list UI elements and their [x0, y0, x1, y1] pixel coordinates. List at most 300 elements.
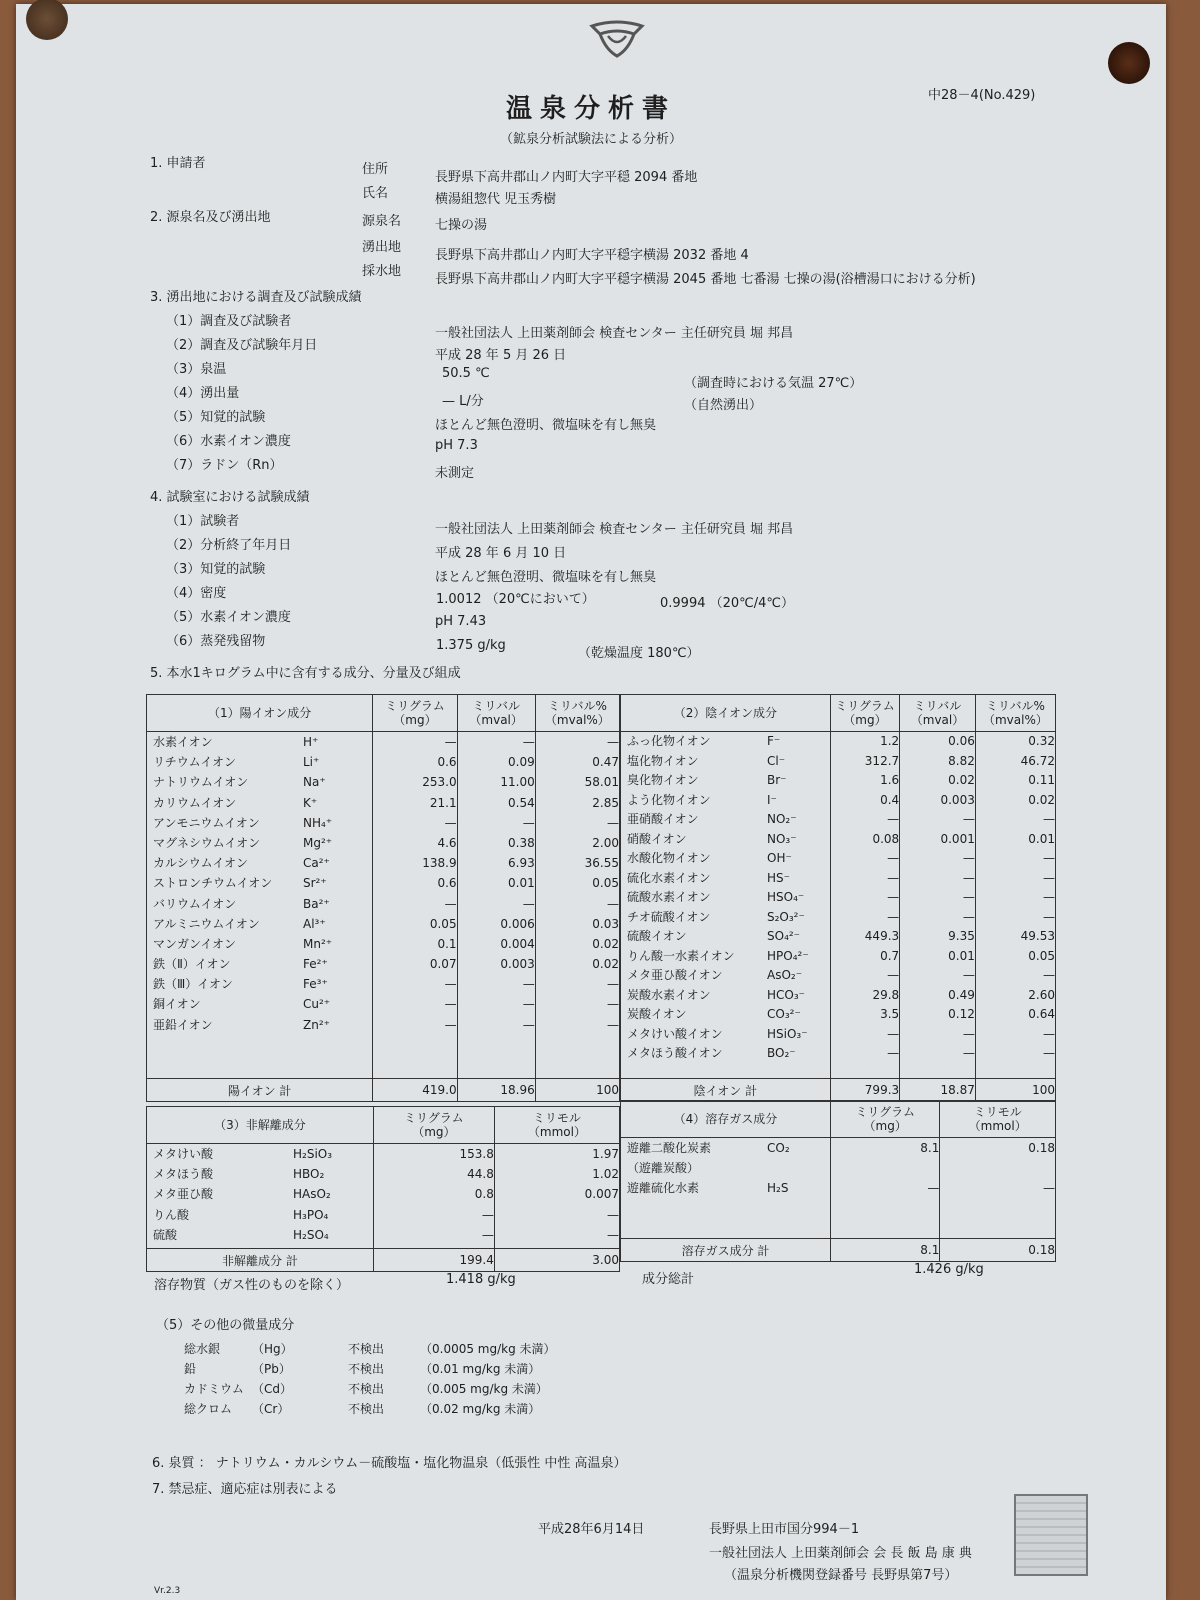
anion-formula: SO₄²⁻ — [767, 929, 801, 943]
cation-mg: 0.07 — [429, 957, 457, 972]
gas-co2-mg: 8.1 — [920, 1141, 940, 1155]
anion-name: 硫酸イオン — [627, 929, 687, 943]
anion-formula: AsO₂⁻ — [767, 968, 803, 982]
undissociated-mmol-col — [494, 1144, 619, 1249]
undissociated-row — [147, 1205, 373, 1225]
cation-mval: 0.003 — [500, 957, 535, 972]
cation-mval: 11.00 — [500, 775, 535, 790]
cation-name: バリウムイオン — [153, 896, 237, 911]
cation-mg-col — [373, 732, 457, 1079]
anion-mval: — — [962, 909, 975, 924]
cation-mval-pct: 0.03 — [592, 916, 619, 931]
cation-name: カルシウムイオン — [153, 856, 248, 871]
anion-mval: 0.49 — [948, 987, 975, 1002]
s3-item-value: 平成 28 年 5 月 26 日 — [435, 348, 567, 363]
anion-row — [621, 908, 830, 928]
location-value: 長野県下高井郡山ノ内町大字平穏字横湯 2032 番地 4 — [435, 248, 749, 263]
gas-total-mmol: 0.18 — [940, 1239, 1056, 1262]
anion-header: （2）陰イオン成分 — [621, 695, 831, 732]
anion-name: チオ硫酸イオン — [627, 909, 711, 924]
cation-name: 亜鉛イオン — [153, 1017, 213, 1032]
anion-row — [621, 869, 830, 889]
anion-mg: — — [887, 870, 900, 885]
s4-item-value: 一般社団法人 上田薬剤師会 検査センター 主任研究員 堀 邦昌 — [435, 522, 794, 537]
anion-total-mg: 799.3 — [830, 1079, 899, 1102]
anion-mval: 0.02 — [948, 773, 975, 787]
section-2-label: 2. 源泉名及び湧出地 — [150, 210, 271, 225]
anion-row — [621, 830, 830, 850]
cation-formula: Al³⁺ — [303, 916, 326, 931]
location-label: 湧出地 — [362, 240, 402, 255]
version-label: Vr.2.3 — [154, 1586, 181, 1596]
anion-mval-pct: 0.05 — [1028, 948, 1055, 963]
cation-formula: Ca²⁺ — [303, 856, 330, 871]
s3-item-value: 未測定 — [435, 466, 475, 481]
anion-mval-pct: — — [1043, 968, 1055, 982]
cation-name: ストロンチウムイオン — [153, 876, 273, 891]
cation-formula: Ba²⁺ — [303, 896, 330, 911]
cation-row — [147, 1015, 372, 1035]
col-mmol: ミリモル （mmol） — [494, 1107, 619, 1144]
s3-item-label: （4）湧出量 — [166, 386, 240, 401]
trace-limit: （0.02 mg/kg 未満） — [420, 1402, 541, 1416]
cation-total-mval: 18.96 — [457, 1079, 535, 1102]
cation-row — [147, 954, 372, 974]
cation-mval: — — [522, 997, 535, 1012]
anion-mval-pct: — — [1043, 870, 1055, 885]
cation-mval-pct: — — [607, 997, 619, 1012]
cation-formula: NH₄⁺ — [303, 815, 333, 830]
name-label: 氏名 — [362, 186, 389, 201]
cation-mg: — — [444, 1017, 457, 1032]
anion-formula: CO₃²⁻ — [767, 1007, 801, 1021]
anion-mg: — — [887, 1046, 900, 1060]
address-value: 長野県下高井郡山ノ内町大字平穏 2094 番地 — [435, 170, 698, 185]
trace-result: 不検出 — [348, 1382, 385, 1396]
anion-mg: — — [887, 890, 900, 904]
anion-row — [621, 791, 830, 811]
s4-item-label: （6）蒸発残留物 — [166, 634, 266, 649]
anion-mval: — — [962, 1046, 975, 1060]
anion-mval: — — [962, 870, 975, 885]
gas-header: （4）溶存ガス成分 — [621, 1101, 831, 1138]
undissociated-name: メタけい酸 — [153, 1147, 214, 1161]
cation-table — [146, 694, 620, 1102]
trace-limit: （0.005 mg/kg 未満） — [420, 1382, 548, 1396]
anion-formula: HSO₄⁻ — [767, 890, 805, 904]
anion-mval-pct: — — [1043, 1026, 1055, 1041]
gas-h2s-name: 遊離硫化水素 — [627, 1181, 700, 1196]
undissociated-mg: — — [481, 1207, 494, 1222]
anion-name: メタけい酸イオン — [627, 1026, 723, 1041]
cation-total-mg: 419.0 — [373, 1079, 457, 1102]
cation-mg: 0.05 — [429, 916, 457, 931]
gas-table — [620, 1100, 1056, 1262]
cation-mval-pct: — — [607, 896, 619, 911]
s3-item-value: ほとんど無色澄明、微塩味を有し無臭 — [435, 418, 657, 433]
grand-total-value: 1.426 g/kg — [914, 1262, 984, 1277]
s3-item-label: （1）調査及び試験者 — [166, 314, 292, 329]
section-5-label: 5. 本水1キログラム中に含有する成分、分量及び組成 — [150, 666, 461, 681]
anion-mg: 29.8 — [872, 987, 900, 1002]
anion-mg: 0.08 — [872, 831, 900, 846]
cation-mval: 0.01 — [508, 876, 535, 891]
cation-mg: 0.6 — [437, 876, 457, 891]
anion-table — [620, 694, 1056, 1102]
trace-symbol: （Cr） — [252, 1402, 290, 1416]
sampling-label: 採水地 — [362, 264, 402, 279]
gas-mg-col — [831, 1138, 940, 1239]
col-mg: ミリグラム （mg） — [373, 695, 457, 732]
name-value: 横湯組惣代 児玉秀樹 — [435, 192, 557, 207]
page-subtitle: （鉱泉分析試験法による分析） — [499, 132, 682, 147]
issuer-organization: 一般社団法人 上田薬剤師会 会 長 飯 島 康 典 — [709, 1546, 972, 1561]
cation-row — [147, 934, 372, 954]
anion-formula: NO₂⁻ — [767, 812, 797, 826]
cation-mg: 253.0 — [422, 775, 457, 790]
cation-mval: — — [522, 896, 535, 911]
undissociated-mg-col — [373, 1144, 494, 1249]
anion-mval-pct: — — [1043, 909, 1055, 924]
undissociated-mmol: — — [607, 1227, 619, 1242]
anion-name-col — [621, 732, 831, 1079]
anion-name: 硫化水素イオン — [627, 870, 711, 885]
anion-mval-pct: 2.60 — [1028, 987, 1055, 1002]
undissociated-formula: H₃PO₄ — [293, 1207, 329, 1222]
issue-date: 平成28年6月14日 — [538, 1522, 645, 1537]
density-4c: 0.9994 （20℃/4℃） — [660, 596, 795, 611]
cation-mval: 0.006 — [500, 916, 535, 931]
cation-mval: — — [522, 815, 535, 830]
anion-mval-pct: 0.64 — [1028, 1007, 1055, 1021]
trace-result: 不検出 — [348, 1342, 385, 1356]
s4-item-label: （1）試験者 — [166, 514, 240, 529]
cation-total-label: 陽イオン 計 — [147, 1079, 373, 1102]
cation-row — [147, 914, 372, 934]
anion-total-pct: 100 — [975, 1079, 1055, 1102]
trace-symbol: （Hg） — [252, 1342, 293, 1356]
gas-total-mg: 8.1 — [831, 1239, 940, 1262]
gas-name-col — [621, 1138, 831, 1239]
grand-total-label: 成分総計 — [642, 1272, 695, 1287]
anion-mval-pct: — — [1043, 812, 1055, 826]
anion-mg: — — [887, 851, 900, 865]
s4-item-value: ほとんど無色澄明、微塩味を有し無臭 — [435, 570, 657, 585]
anion-mval-pct: 49.53 — [1020, 929, 1055, 943]
cation-mval: — — [522, 977, 535, 992]
cation-mval-pct: 2.85 — [592, 795, 619, 810]
cation-mval: — — [522, 1017, 535, 1032]
cation-name: 銅イオン — [153, 997, 201, 1012]
undissociated-table — [146, 1106, 620, 1272]
col-mmol: ミリモル （mmol） — [940, 1101, 1056, 1138]
anion-mg: 3.5 — [880, 1007, 900, 1021]
cation-name: カリウムイオン — [153, 795, 237, 810]
cation-header: （1）陽イオン成分 — [147, 695, 373, 732]
anion-row — [621, 986, 830, 1006]
indications-note: 7. 禁忌症、適応症は別表による — [152, 1482, 338, 1497]
section-3-label: 3. 湧出地における調査及び試験成績 — [150, 290, 362, 305]
anion-mg: 449.3 — [864, 929, 900, 943]
cation-row — [147, 752, 372, 772]
cation-mval-pct: — — [607, 977, 619, 992]
cation-mval: 0.38 — [508, 835, 535, 850]
anion-name: 臭化物イオン — [627, 773, 699, 787]
anion-name: よう化物イオン — [627, 792, 711, 807]
anion-name: 炭酸水素イオン — [627, 987, 711, 1002]
cation-mg: — — [444, 896, 457, 911]
cation-mg: — — [444, 735, 457, 749]
anion-mval: 0.06 — [948, 734, 975, 748]
undissociated-name: メタ亜ひ酸 — [153, 1187, 214, 1202]
anion-formula: OH⁻ — [767, 851, 792, 865]
undissociated-total-label: 非解離成分 計 — [147, 1249, 374, 1272]
undissociated-mg: 44.8 — [467, 1167, 494, 1182]
anion-mval: — — [962, 968, 975, 982]
anion-row — [621, 888, 830, 908]
emblem-icon — [588, 20, 646, 60]
anion-name: ふっ化物イオン — [627, 734, 711, 748]
col-mval-pct: ミリバル% （mval%） — [535, 695, 619, 732]
source-label: 源泉名 — [362, 214, 402, 229]
undissociated-row — [147, 1184, 373, 1204]
address-label: 住所 — [362, 162, 389, 177]
cation-mg: 21.1 — [429, 795, 457, 810]
anion-mval-pct: 0.32 — [1028, 734, 1055, 748]
s4-item-label: （2）分析終了年月日 — [166, 538, 292, 553]
s4-item-value: pH 7.43 — [435, 614, 487, 629]
cation-row — [147, 833, 372, 853]
col-mg: ミリグラム （mg） — [831, 1101, 940, 1138]
anion-row — [621, 966, 830, 986]
undissociated-mmol: 1.02 — [592, 1167, 619, 1182]
cation-mval-pct: 58.01 — [584, 775, 619, 790]
gas-total-label: 溶存ガス成分 計 — [621, 1239, 831, 1262]
col-mval: ミリバル （mval） — [457, 695, 535, 732]
anion-mval: 0.001 — [940, 831, 975, 846]
cation-mval: 0.09 — [508, 755, 535, 770]
cation-formula: Mg²⁺ — [303, 835, 333, 850]
undissociated-mg: — — [481, 1227, 494, 1242]
cation-mval-pct: 0.05 — [592, 876, 619, 891]
anion-mg: 1.6 — [880, 773, 900, 787]
s3-item-label: （6）水素イオン濃度 — [166, 434, 291, 449]
cation-name: マグネシウムイオン — [153, 835, 261, 850]
undissociated-name-col — [147, 1144, 374, 1249]
gas-co2-formula: CO₂ — [767, 1141, 790, 1155]
dry-temperature: （乾燥温度 180℃） — [578, 646, 700, 661]
cation-name: リチウムイオン — [153, 755, 237, 770]
trace-result: 不検出 — [348, 1402, 385, 1416]
cation-mval: 0.004 — [500, 936, 535, 951]
anion-row — [621, 947, 830, 967]
anion-formula: S₂O₃²⁻ — [767, 909, 805, 924]
trace-name: カドミウム — [184, 1382, 244, 1396]
cation-mval-pct: — — [607, 1017, 619, 1032]
cation-mg: 138.9 — [422, 856, 457, 871]
cation-name: 鉄（Ⅱ）イオン — [153, 957, 231, 972]
anion-row — [621, 752, 830, 772]
cation-mval-col — [457, 732, 535, 1079]
cation-row — [147, 772, 372, 792]
anion-formula: Cl⁻ — [767, 753, 786, 768]
issuer-address: 長野県上田市国分994－1 — [709, 1522, 860, 1537]
anion-mval: 0.12 — [948, 1007, 975, 1021]
anion-name: りん酸一水素イオン — [627, 948, 735, 963]
anion-mg: — — [887, 812, 900, 826]
cation-row — [147, 732, 372, 752]
trace-limit: （0.0005 mg/kg 未満） — [420, 1342, 556, 1356]
cation-mg: — — [444, 815, 457, 830]
anion-mval-pct: — — [1043, 890, 1055, 904]
undissociated-name: メタほう酸 — [153, 1167, 214, 1182]
cation-mval-pct: 0.02 — [592, 957, 619, 972]
official-seal-icon — [1014, 1494, 1088, 1576]
gas-co2-mmol: 0.18 — [1028, 1141, 1055, 1155]
undissociated-name: りん酸 — [153, 1207, 190, 1222]
undissociated-mmol: — — [607, 1207, 619, 1222]
s4-item-label: （4）密度 — [166, 586, 227, 601]
anion-total-label: 陰イオン 計 — [621, 1079, 831, 1102]
anion-mval: 0.003 — [940, 792, 975, 807]
anion-row — [621, 927, 830, 947]
col-mval-pct: ミリバル% （mval%） — [975, 695, 1055, 732]
anion-name: 硝酸イオン — [627, 831, 687, 846]
cation-mg: 4.6 — [437, 835, 457, 850]
cation-row — [147, 974, 372, 994]
anion-formula: BO₂⁻ — [767, 1046, 796, 1060]
trace-name: 総クロム — [184, 1402, 233, 1416]
trace-result: 不検出 — [348, 1362, 385, 1376]
cation-mval-pct: 0.02 — [592, 936, 619, 951]
anion-mval-pct: 46.72 — [1020, 753, 1055, 768]
pin-hole-left — [26, 0, 68, 40]
cation-row — [147, 813, 372, 833]
cation-total-pct: 100 — [535, 1079, 619, 1102]
cation-mval-pct: — — [607, 735, 619, 749]
anion-row — [621, 849, 830, 869]
anion-mval: — — [962, 851, 975, 865]
anion-mval-pct: 0.01 — [1028, 831, 1055, 846]
anion-row — [621, 1025, 830, 1045]
anion-mval: — — [962, 812, 975, 826]
anion-total-mval: 18.87 — [900, 1079, 976, 1102]
anion-row — [621, 732, 830, 752]
dissolved-solids-value: 1.418 g/kg — [446, 1272, 516, 1287]
pin-hole-right — [1108, 42, 1150, 84]
anion-formula: I⁻ — [767, 792, 777, 807]
anion-formula: HSiO₃⁻ — [767, 1026, 808, 1041]
anion-mg: — — [887, 1026, 900, 1041]
undissociated-name: 硫酸 — [153, 1227, 178, 1242]
cation-name: アンモニウムイオン — [153, 815, 260, 830]
dissolved-solids-label: 溶存物質（ガス性のものを除く） — [154, 1278, 350, 1293]
anion-name: メタ亜ひ酸イオン — [627, 968, 723, 982]
s3-item-value: — L/分 — [442, 394, 484, 409]
anion-name: 塩化物イオン — [627, 753, 699, 768]
anion-mval: — — [962, 890, 975, 904]
cation-pct-col — [535, 732, 619, 1079]
anion-mval: 8.82 — [948, 753, 975, 768]
anion-mval-pct: — — [1043, 851, 1055, 865]
anion-pct-col — [975, 732, 1055, 1079]
anion-mval-pct: — — [1043, 1046, 1055, 1060]
anion-mg: — — [887, 968, 900, 982]
undissociated-formula: HAsO₂ — [293, 1187, 331, 1202]
trace-header: （5）その他の微量成分 — [156, 1318, 295, 1333]
cation-mg: — — [444, 977, 457, 992]
cation-formula: Fe²⁺ — [303, 957, 328, 972]
undissociated-row — [147, 1225, 373, 1245]
undissociated-row — [147, 1144, 373, 1164]
cation-row — [147, 793, 372, 813]
anion-name: 硫酸水素イオン — [627, 890, 711, 904]
anion-row — [621, 1005, 830, 1025]
anion-mval-pct: 0.02 — [1028, 792, 1055, 807]
gas-co2-subname: （遊離炭酸） — [627, 1161, 700, 1176]
cation-formula: H⁺ — [303, 735, 319, 749]
anion-row — [621, 810, 830, 830]
anion-name: メタほう酸イオン — [627, 1046, 723, 1060]
cation-row — [147, 994, 372, 1014]
anion-row — [621, 771, 830, 791]
cation-formula: Zn²⁺ — [303, 1017, 330, 1032]
anion-mg-col — [830, 732, 899, 1079]
cation-formula: K⁺ — [303, 795, 318, 810]
anion-mval: 0.01 — [948, 948, 975, 963]
s4-item-label: （5）水素イオン濃度 — [166, 610, 291, 625]
gas-h2s-mg: — — [927, 1181, 940, 1196]
anion-formula: F⁻ — [767, 734, 781, 748]
cation-mval-pct: 2.00 — [592, 835, 619, 850]
trace-limit: （0.01 mg/kg 未満） — [420, 1362, 541, 1376]
cation-mg: 0.6 — [437, 755, 457, 770]
anion-mg: 312.7 — [864, 753, 900, 768]
undissociated-mg: 0.8 — [474, 1187, 494, 1202]
undissociated-header: （3）非解離成分 — [147, 1107, 374, 1144]
cation-name-col — [147, 732, 373, 1079]
undissociated-formula: HBO₂ — [293, 1167, 325, 1182]
cation-row — [147, 894, 372, 914]
sampling-value: 長野県下高井郡山ノ内町大字平穏字横湯 2045 番地 七番湯 七操の湯(浴槽湯口における分析) — [435, 272, 976, 287]
anion-formula: Br⁻ — [767, 773, 787, 787]
cation-formula: Na⁺ — [303, 775, 326, 790]
anion-mval: 9.35 — [948, 929, 975, 943]
cation-mval-pct: — — [607, 815, 619, 830]
cation-formula: Fe³⁺ — [303, 977, 328, 992]
anion-mval: — — [962, 1026, 975, 1041]
trace-symbol: （Cd） — [252, 1382, 292, 1396]
anion-name: 亜硝酸イオン — [627, 812, 699, 826]
section-1-label: 1. 申請者 — [150, 156, 206, 171]
s3-item-value: pH 7.3 — [435, 438, 478, 453]
anion-name: 水酸化物イオン — [627, 851, 711, 865]
anion-formula: HPO₄²⁻ — [767, 948, 809, 963]
undissociated-total-mmol: 3.00 — [494, 1249, 619, 1272]
s3-item-label: （3）泉温 — [166, 362, 227, 377]
anion-name: 炭酸イオン — [627, 1007, 687, 1021]
cation-mval-pct: 36.55 — [584, 856, 619, 871]
cation-mval: 6.93 — [508, 856, 535, 871]
undissociated-formula: H₂SO₄ — [293, 1227, 329, 1242]
trace-name: 総水銀 — [184, 1342, 221, 1356]
cation-formula: Sr²⁺ — [303, 876, 327, 891]
analysis-sheet — [16, 4, 1166, 1600]
cation-name: 鉄（Ⅲ）イオン — [153, 977, 233, 992]
cation-mval: 0.54 — [508, 795, 535, 810]
natural-flow-note: （自然湧出） — [684, 398, 763, 413]
anion-mg: 0.4 — [880, 792, 900, 807]
